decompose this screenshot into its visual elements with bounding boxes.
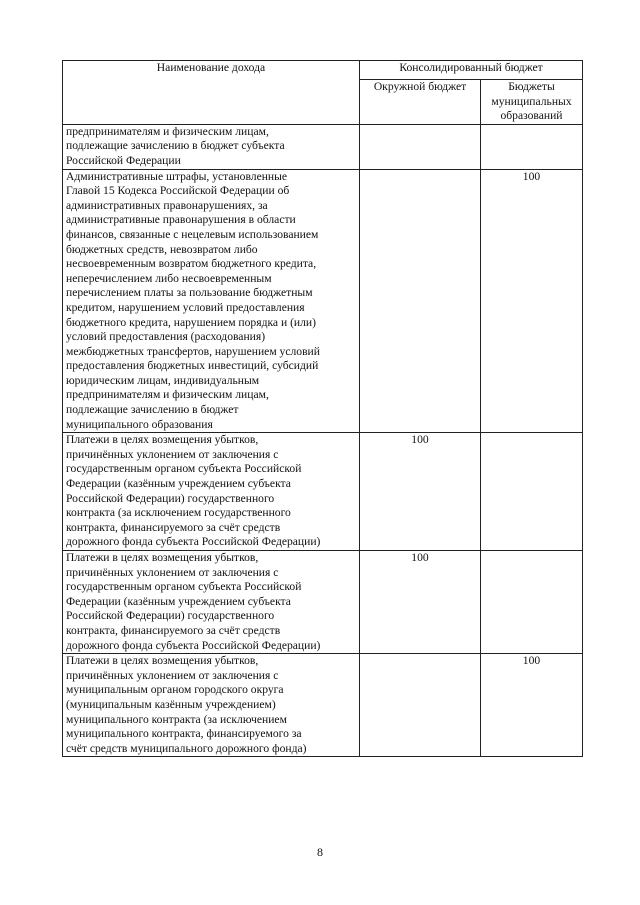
table-row: [63, 124, 583, 169]
okrug-value-cell: 100: [360, 551, 481, 654]
okrug-value-cell: [360, 654, 481, 757]
header-municipal-budgets: Бюджеты муниципальных образований: [481, 80, 583, 125]
okrug-value-cell: [360, 169, 481, 433]
table-row: [63, 551, 583, 654]
table-row: [63, 654, 583, 757]
income-name-cell: предпринимателям и физическим лицам, подлежащие зачислению в бюджет субъекта Российской Федерации: [63, 124, 360, 169]
okrug-value-cell: 100: [360, 433, 481, 551]
income-table: [62, 60, 583, 757]
municipal-value-cell: 100: [481, 654, 583, 757]
table-row: [63, 433, 583, 551]
header-okrug-budget: Окружной бюджет: [360, 80, 481, 125]
income-name-cell: Административные штрафы, установленные Главой 15 Кодекса Российской Федерации об административных правонарушениях, за административные правонарушения в области финансов, связанные с нецелевым использованием бюджетных средств, невозвратом либо несвоевременным возвратом бюджетного кредита, неперечислением либо несвоевременным перечислением платы за пользование бюджетным кредитом, нарушением условий предоставления бюджетного кредита, нарушением порядка и (или) условий предоставления (расходования) межбюджетных трансфертов, нарушением условий предоставления бюджетных инвестиций, субсидий юридическим лицам, индивидуальным предпринимателям и физическим лицам, подлежащие зачислению в бюджет муниципального образования: [63, 169, 360, 433]
municipal-value-cell: [481, 124, 583, 169]
header-consolidated-budget: Консолидированный бюджет: [360, 61, 583, 80]
municipal-value-cell: [481, 551, 583, 654]
header-income-name: Наименование дохода: [63, 61, 360, 125]
municipal-value-cell: [481, 433, 583, 551]
income-name-cell: Платежи в целях возмещения убытков, причинённых уклонением от заключения с государственным органом субъекта Российской Федерации (казённым учреждением субъекта Российской Федерации) государственного контракта (за исключением государственного контракта, финансируемого за счёт средств дорожного фонда субъекта Российской Федерации): [63, 433, 360, 551]
income-name-cell: Платежи в целях возмещения убытков, причинённых уклонением от заключения с государственным органом субъекта Российской Федерации (казённым учреждением субъекта Российской Федерации) государственного контракта, финансируемого за счёт средств дорожного фонда субъекта Российской Федерации): [63, 551, 360, 654]
page-number: 8: [317, 845, 323, 859]
municipal-value-cell: 100: [481, 169, 583, 433]
okrug-value-cell: [360, 124, 481, 169]
income-name-cell: Платежи в целях возмещения убытков, причинённых уклонением от заключения с муниципальным органом городского округа (муниципальным казённым учреждением) муниципального контракта (за исключением муниципального контракта, финансируемого за счёт средств муниципального дорожного фонда): [63, 654, 360, 757]
table-row: [63, 169, 583, 433]
